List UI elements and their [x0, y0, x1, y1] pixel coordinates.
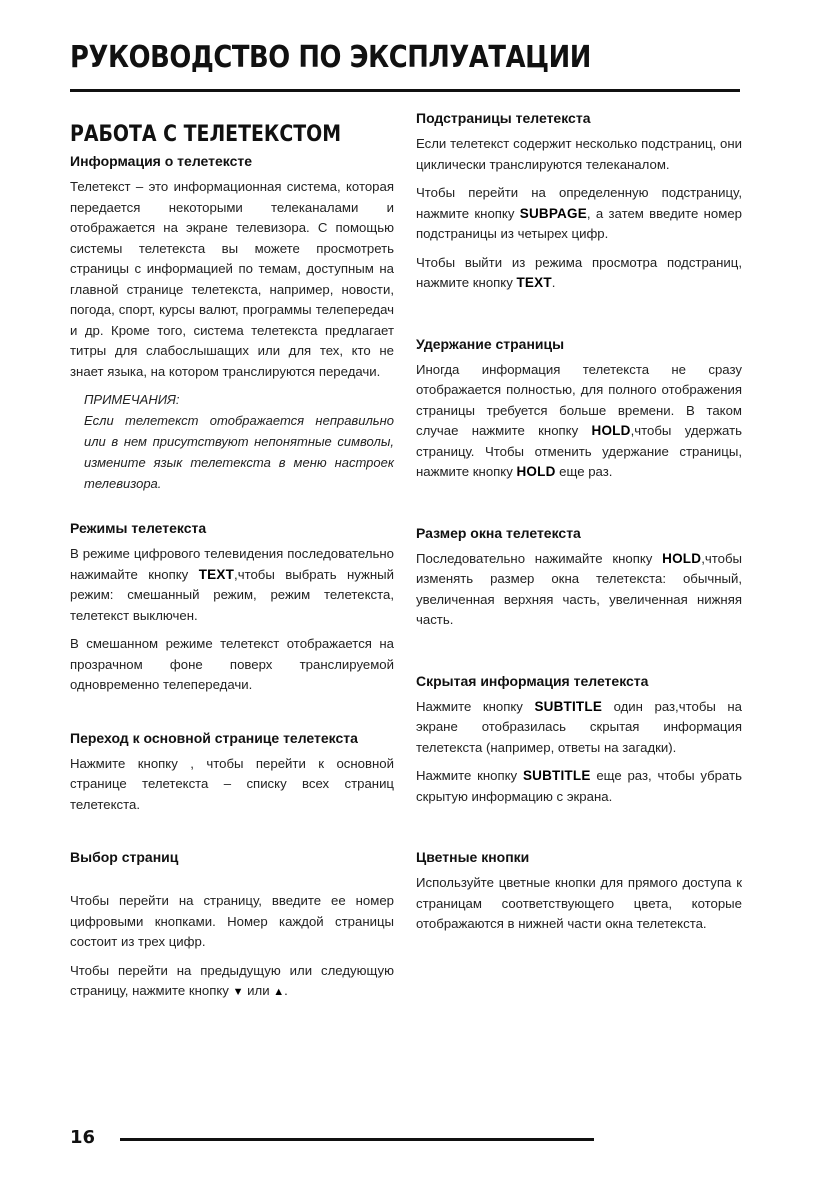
right-column: [416, 110, 742, 943]
up-arrow-icon: ▲: [273, 986, 285, 998]
heading-color: Цветные кнопки: [416, 849, 530, 865]
footer-rule: [120, 1138, 594, 1141]
heading-select: Выбор страниц: [70, 849, 179, 865]
key-subpage: SUBPAGE: [519, 205, 587, 221]
hold-text: Иногда информация телетекста не сразу отображается полностью, для полного отображения страницы требуется больше времени. В таком случае нажмите кнопку HOLD,чтобы удержать страницу. Чтобы отменить удержание страницы, нажмите кнопку HOLD еще раз.: [416, 361, 742, 479]
note-text: Если телетекст отображается неправильно или в нем присутствуют непонятные символы, измените язык телетекста в меню настроек телевизора.: [84, 413, 394, 491]
color-text: Используйте цветные кнопки для прямого доступа к страницам соответствующего цвета, которые отображаются в нижней части окна телетекста.: [416, 875, 742, 931]
key-subtitle: SUBTITLE: [522, 768, 591, 783]
modes-text-2: В смешанном режиме телетекст отображается на прозрачном фоне поверх транслируемой одновременно телепередачи.: [70, 636, 394, 692]
hidden-text-1: Нажмите кнопку SUBTITLE один раз,чтобы на экране отобразилась скрытая информация телетекста (например, ответы на загадки).: [416, 698, 742, 755]
info-text: Телетекст – это информационная система, которая передается некоторыми телеканалами и отображается на экране телевизора. С помощью системы телетекста вы можете просмотреть страницы с информацией по темам, доступным на главной странице телетекста, например, новости, погода, спорт, курсы валют, программы телепередач и др. Кроме того, система телетекста предлагает титры для слабослышащих или для тех, кто не знает языка, на котором транслируются передачи.: [70, 179, 394, 379]
note-block: [84, 390, 394, 494]
page-number: 16: [70, 1127, 96, 1148]
select-text-1: Чтобы перейти на страницу, введите ее номер цифровыми кнопками. Номер каждой страницы состоит из трех цифр.: [70, 893, 394, 949]
section-title: РАБОТА С ТЕЛЕТЕКСТОМ: [70, 122, 342, 147]
key-subtitle: SUBTITLE: [534, 698, 603, 714]
heading-size: Размер окна телетекста: [416, 524, 581, 541]
hidden-text-2: Нажмите кнопку SUBTITLE еще раз, чтобы убрать скрытую информацию с экрана.: [416, 768, 742, 804]
key-hold: HOLD: [662, 550, 702, 566]
modes-text-1: В режиме цифрового телевидения последовательно нажимайте кнопку TEXT,чтобы выбрать нужный режим: смешанный режим, режим телетекста, телетекст выключен.: [70, 546, 394, 623]
main-page-text: Нажмите кнопку , чтобы перейти к основной странице телетекста – списку всех страниц телетекста.: [70, 755, 394, 812]
subpages-text-2: Чтобы перейти на определенную подстраницу, нажмите кнопку SUBPAGE, а затем введите номер подстраницы из четырех цифр.: [416, 185, 743, 241]
note-heading: ПРИМЕЧАНИЯ:: [84, 392, 180, 407]
heading-modes: Режимы телетекста: [70, 520, 207, 536]
heading-hidden: Скрытая информация телетекста: [416, 672, 649, 689]
left-column: [70, 110, 394, 1011]
key-text: TEXT: [516, 275, 552, 290]
heading-info: Информация о телетексте: [70, 153, 253, 169]
select-text-2: Чтобы перейти на предыдущую или следующую страницу, нажмите кнопку ▼ или ▲.: [70, 962, 394, 998]
size-text: Последовательно нажимайте кнопку HOLD,чтобы изменять размер окна телетекста: обычный, увеличенная верхняя часть, увеличенная нижняя часть.: [416, 550, 742, 627]
heading-hold: Удержание страницы: [416, 335, 565, 352]
heading-main-page: Переход к основной странице телетекста: [70, 729, 358, 746]
heading-subpages: Подстраницы телетекста: [416, 110, 591, 126]
key-text: TEXT: [198, 566, 235, 582]
subpages-text-1: Если телетекст содержит несколько подстраниц, они циклически транслируются телеканалом.: [416, 136, 742, 172]
page-title: РУКОВОДСТВО ПО ЭКСПЛУАТАЦИИ: [70, 40, 591, 75]
title-rule: [70, 89, 740, 92]
down-arrow-icon: ▼: [232, 986, 244, 998]
key-hold: HOLD: [591, 423, 631, 438]
subpages-text-3: Чтобы выйти из режима просмотра подстраниц, нажмите кнопку TEXT.: [416, 254, 742, 290]
key-hold: HOLD: [516, 464, 556, 479]
